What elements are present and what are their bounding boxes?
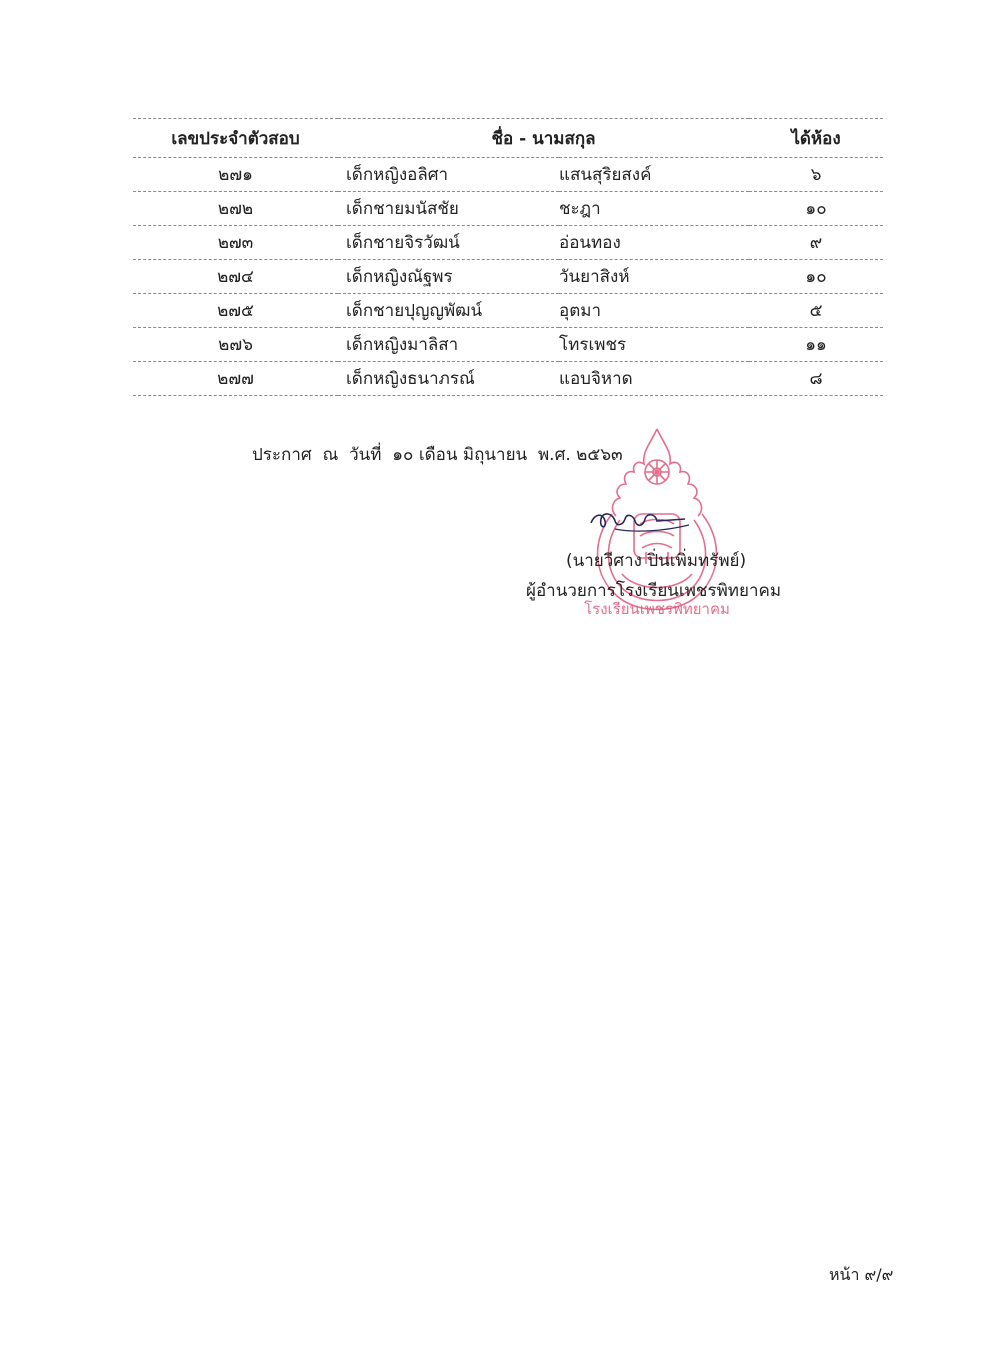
table-row <box>133 192 883 226</box>
results-table <box>133 118 883 396</box>
cell-exam-id: ๒๗๔ <box>133 260 338 294</box>
header-name: ชื่อ - นามสกุล <box>338 119 749 158</box>
table-row <box>133 158 883 192</box>
cell-first-name: เด็กหญิงธนาภรณ์ <box>338 362 559 396</box>
cell-room: ๙ <box>749 226 883 260</box>
cell-last-name: ชะฎา <box>559 192 749 226</box>
table-row <box>133 294 883 328</box>
page-number: หน้า ๙/๙ <box>829 1265 894 1284</box>
cell-room: ๑๑ <box>749 328 883 362</box>
cell-first-name: เด็กหญิงมาลิสา <box>338 328 559 362</box>
cell-last-name: วันยาสิงห์ <box>559 260 749 294</box>
cell-first-name: เด็กชายปุญญพัฒน์ <box>338 294 559 328</box>
cell-exam-id: ๒๗๒ <box>133 192 338 226</box>
cell-first-name: เด็กหญิงอลิศา <box>338 158 559 192</box>
announcement-date: ประกาศ ณ วันที่ ๑๐ เดือน มิถุนายน พ.ศ. ๒๕๖๓ <box>252 445 623 465</box>
cell-first-name: เด็กชายมนัสชัย <box>338 192 559 226</box>
table-row <box>133 328 883 362</box>
cell-last-name: อ่อนทอง <box>559 226 749 260</box>
cell-exam-id: ๒๗๕ <box>133 294 338 328</box>
table-row <box>133 226 883 260</box>
header-exam-id: เลขประจำตัวสอบ <box>133 119 338 158</box>
cell-exam-id: ๒๗๖ <box>133 328 338 362</box>
cell-room: ๕ <box>749 294 883 328</box>
cell-last-name: อุตมา <box>559 294 749 328</box>
cell-exam-id: ๒๗๗ <box>133 362 338 396</box>
table-row <box>133 362 883 396</box>
signer-name: (นายวีศาง ปิ่นเพิ่มทรัพย์) <box>566 551 747 571</box>
cell-last-name: แสนสุริยสงค์ <box>559 158 749 192</box>
cell-exam-id: ๒๗๓ <box>133 226 338 260</box>
header-room: ได้ห้อง <box>749 119 883 158</box>
cell-last-name: แอบจิหาด <box>559 362 749 396</box>
table-header-row <box>133 119 883 158</box>
cell-first-name: เด็กชายจิรวัฒน์ <box>338 226 559 260</box>
cell-room: ๘ <box>749 362 883 396</box>
seal-caption: โรงเรียนเพชรพิทยาคม <box>584 600 730 618</box>
signer-title: ผู้อำนวยการโรงเรียนเพชรพิทยาคม <box>526 581 782 601</box>
cell-exam-id: ๒๗๑ <box>133 158 338 192</box>
cell-first-name: เด็กหญิงณัฐพร <box>338 260 559 294</box>
cell-room: ๖ <box>749 158 883 192</box>
table-row <box>133 260 883 294</box>
cell-room: ๑๐ <box>749 192 883 226</box>
handwritten-signature <box>585 505 695 535</box>
cell-last-name: โทรเพชร <box>559 328 749 362</box>
cell-room: ๑๐ <box>749 260 883 294</box>
